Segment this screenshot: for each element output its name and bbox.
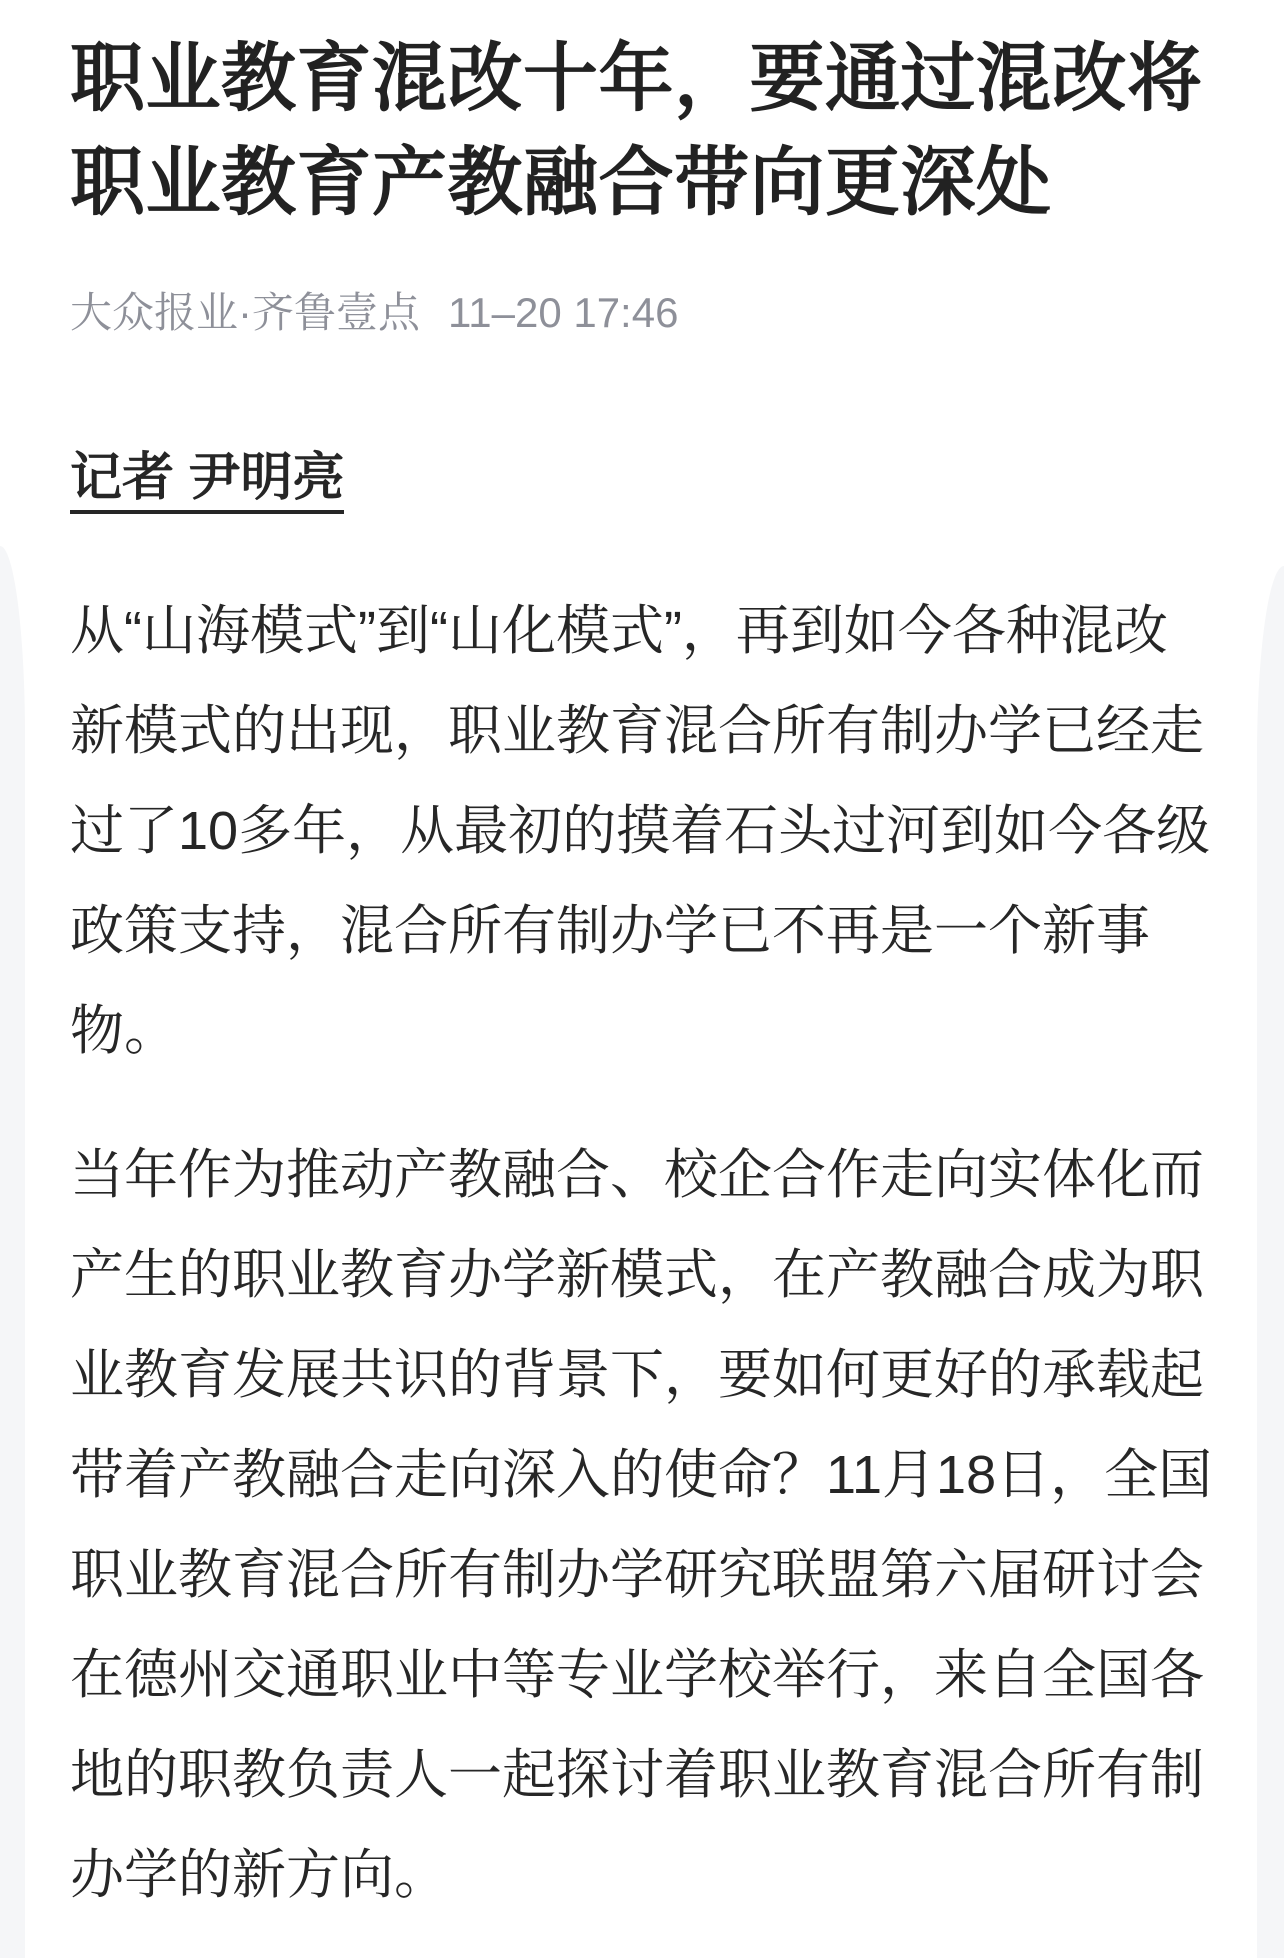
- article-timestamp: 11–20 17:46: [448, 289, 679, 336]
- byline-row: [70, 448, 1214, 521]
- article-title: 职业教育混改十年，要通过混改将职业教育产教融合带向更深处: [70, 36, 1203, 224]
- article-source[interactable]: 大众报业·齐鲁壹点: [70, 289, 420, 336]
- article-page: [0, 26, 1284, 1925]
- article-byline: 记者 尹明亮: [70, 448, 344, 514]
- article-meta-row: [70, 288, 1214, 338]
- article-paragraph: 当年作为推动产教融合、校企合作走向实体化而产生的职业教育办学新模式，在产教融合成为职业教育发展共识的背景下，要如何更好的承载起带着产教融合走向深入的使命？11月18日，全国职业教育混合所有制办学研究联盟第六届研讨会在德州交通职业中等专业学校举行，来自全国各地的职教负责人一起探讨着职业教育混合所有制办学的新方向。: [70, 1145, 1213, 1905]
- article-paragraph: 从“山海模式”到“山化模式”，再到如今各种混改新模式的出现，职业教育混合所有制办学已经走过了10多年，从最初的摸着石头过河到如今各级政策支持，混合所有制办学已不再是一个新事物。: [70, 601, 1211, 1061]
